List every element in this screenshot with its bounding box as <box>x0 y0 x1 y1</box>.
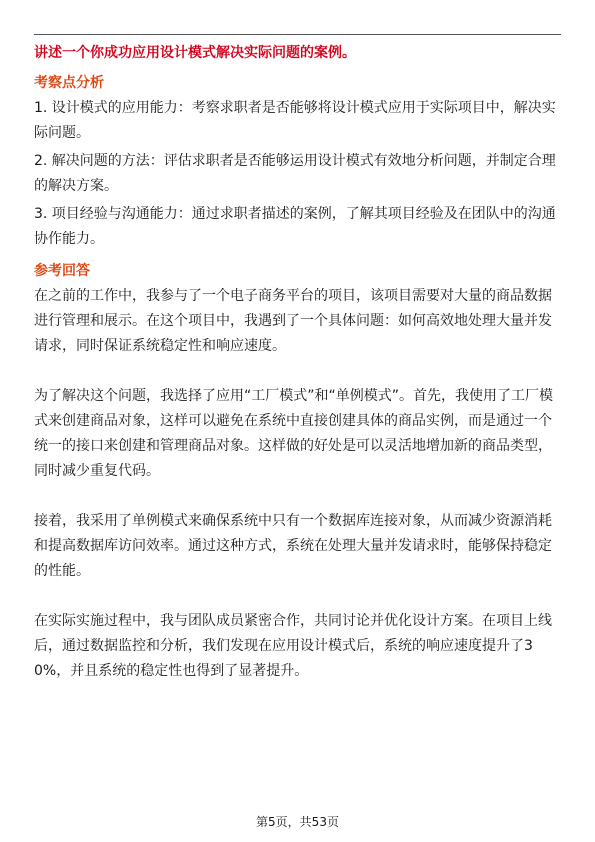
analysis-item-2: 2. 解决问题的方法：评估求职者是否能够运用设计模式有效地分析问题，并制定合理的解决方案。 <box>34 153 556 194</box>
analysis-item-1: 1. 设计模式的应用能力：考察求职者是否能够将设计模式应用于实际项目中，解决实际问题。 <box>34 100 556 141</box>
answer-heading: 参考回答 <box>34 263 90 279</box>
answer-paragraph-1: 在之前的工作中，我参与了一个电子商务平台的项目，该项目需要对大量的商品数据进行管理和展示。在这个项目中，我遇到了一个具体问题：如何高效地处理大量并发请求，同时保证系统稳定性和响应速度。 <box>34 288 552 354</box>
top-rule <box>34 34 561 35</box>
answer-paragraph-2: 为了解决这个问题，我选择了应用“工厂模式”和“单例模式”。首先，我使用了工厂模式来创建商品对象，这样可以避免在系统中直接创建具体的商品实例，而是通过一个统一的接口来创建和管理商品对象。这样做的好处是可以灵活地增加新的商品类型，同时减少重复代码。 <box>34 388 554 479</box>
question-title: 讲述一个你成功应用设计模式解决实际问题的案例。 <box>34 45 356 61</box>
answer-paragraph-3: 接着，我采用了单例模式来确保系统中只有一个数据库连接对象，从而减少资源消耗和提高数据库访问效率。通过这种方式，系统在处理大量并发请求时，能够保持稳定的性能。 <box>34 513 552 579</box>
analysis-item-3: 3. 项目经验与沟通能力：通过求职者描述的案例，了解其项目经验及在团队中的沟通协作能力。 <box>34 206 556 247</box>
page-number: 第5页，共53页 <box>256 815 339 829</box>
answer-paragraph-4: 在实际实施过程中，我与团队成员紧密合作，共同讨论并优化设计方案。在项目上线后，通过数据监控和分析，我们发现在应用设计模式后，系统的响应速度提升了30%，并且系统的稳定性也得到了显著提升。 <box>34 613 552 679</box>
page-content <box>34 44 561 684</box>
analysis-heading: 考察点分析 <box>34 75 104 91</box>
